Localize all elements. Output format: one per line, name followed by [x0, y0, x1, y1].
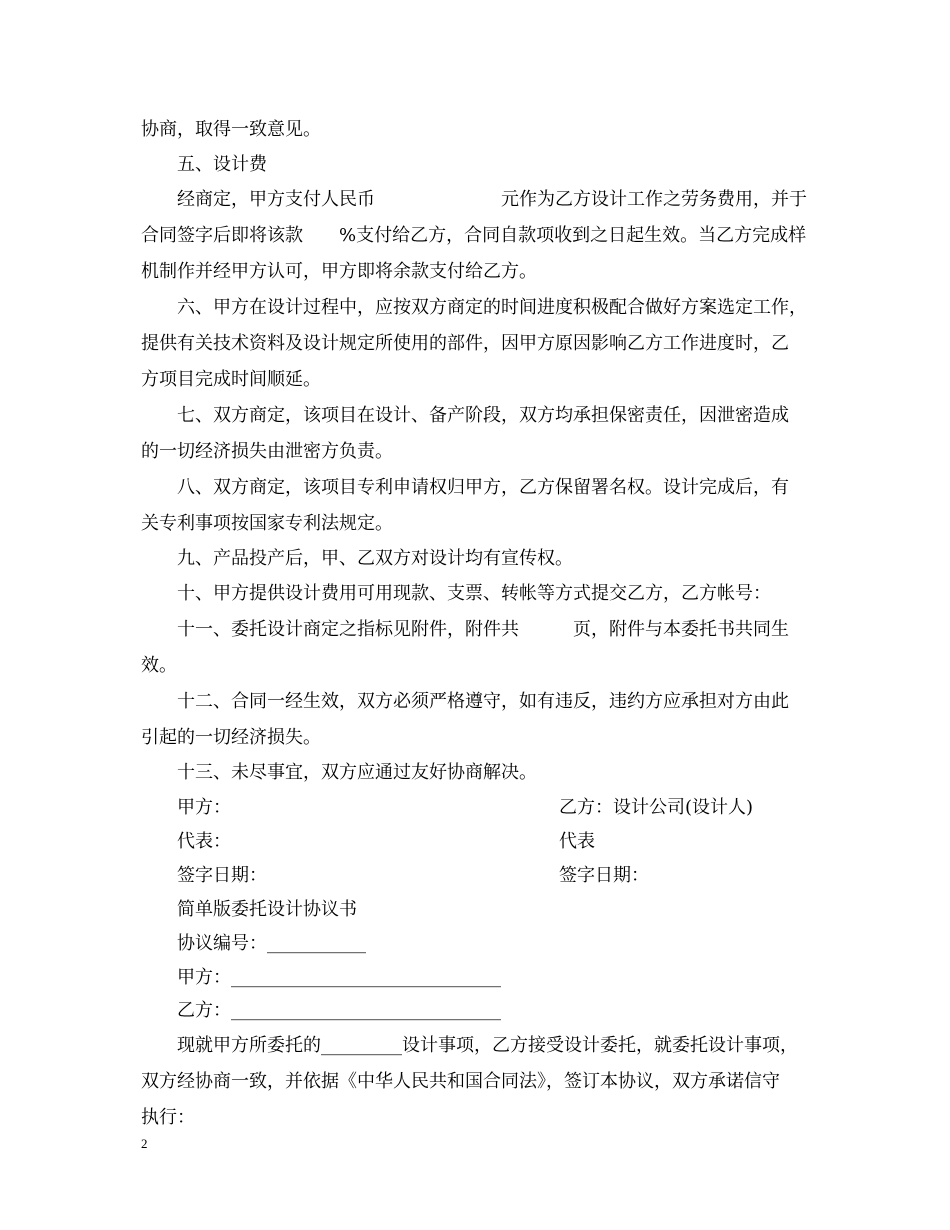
agreement-party-b-line: 乙方：______________________________ — [177, 1000, 501, 1021]
agreement-party-a-line: 甲方：______________________________ — [177, 967, 501, 988]
body-line: 关专利事项按国家专利法规定。 — [141, 513, 393, 534]
body-line: 七、双方商定，该项目在设计、备产阶段，双方均承担保密责任，因泄密造成 — [177, 405, 789, 426]
agreement-intro-line: 现就甲方所委托的_________设计事项，乙方接受设计委托，就委托设计事项， — [177, 1035, 798, 1056]
body-line: 八、双方商定，该项目专利申请权归甲方，乙方保留署名权。设计完成后，有 — [177, 477, 789, 498]
body-line: 十、甲方提供设计费用可用现款、支票、转帐等方式提交乙方，乙方帐号： — [177, 583, 771, 604]
page-number: 2 — [141, 1136, 148, 1151]
representative-a-label: 代表： — [177, 831, 231, 852]
body-line: 九、产品投产后，甲、乙双方对设计均有宣传权。 — [177, 548, 573, 569]
body-line: 协商，取得一致意见。 — [141, 119, 321, 140]
agreement-number-line: 协议编号：___________ — [177, 933, 366, 954]
section-heading: 五、设计费 — [177, 154, 267, 175]
body-line: 合同签字后即将该款 %支付给乙方，合同自款项收到之日起生效。当乙方完成样 — [141, 225, 807, 246]
sign-date-a-label: 签字日期： — [177, 865, 267, 886]
agreement-intro-line: 双方经协商一致，并依据《中华人民共和国合同法》，签订本协议，双方承诺信守 — [141, 1071, 780, 1092]
body-line: 六、甲方在设计过程中，应按双方商定的时间进度积极配合做好方案选定工作， — [177, 297, 807, 318]
body-line: 十二、合同一经生效，双方必须严格遵守，如有违反，违约方应承担对方由此 — [177, 691, 789, 712]
body-line: 十一、委托设计商定之指标见附件，附件共 页，附件与本委托书共同生 — [177, 619, 789, 640]
body-line: 经商定，甲方支付人民币 元作为乙方设计工作之劳务费用，并于 — [177, 189, 807, 210]
agreement-title: 简单版委托设计协议书 — [177, 899, 357, 920]
body-line: 十三、未尽事宜，双方应通过友好协商解决。 — [177, 762, 537, 783]
body-line: 引起的一切经济损失。 — [141, 727, 321, 748]
party-b-label: 乙方：设计公司(设计人) — [559, 797, 754, 818]
body-line: 机制作并经甲方认可，甲方即将余款支付给乙方。 — [141, 261, 537, 282]
agreement-intro-line: 执行： — [141, 1107, 195, 1128]
body-line: 效。 — [141, 655, 177, 676]
sign-date-b-label: 签字日期： — [559, 865, 649, 886]
body-line: 提供有关技术资料及设计规定所使用的部件，因甲方原因影响乙方工作进度时，乙 — [141, 333, 789, 354]
representative-b-label: 代表 — [559, 831, 595, 852]
party-a-label: 甲方： — [177, 797, 231, 818]
body-line: 方项目完成时间顺延。 — [141, 369, 321, 390]
body-line: 的一切经济损失由泄密方负责。 — [141, 441, 393, 462]
